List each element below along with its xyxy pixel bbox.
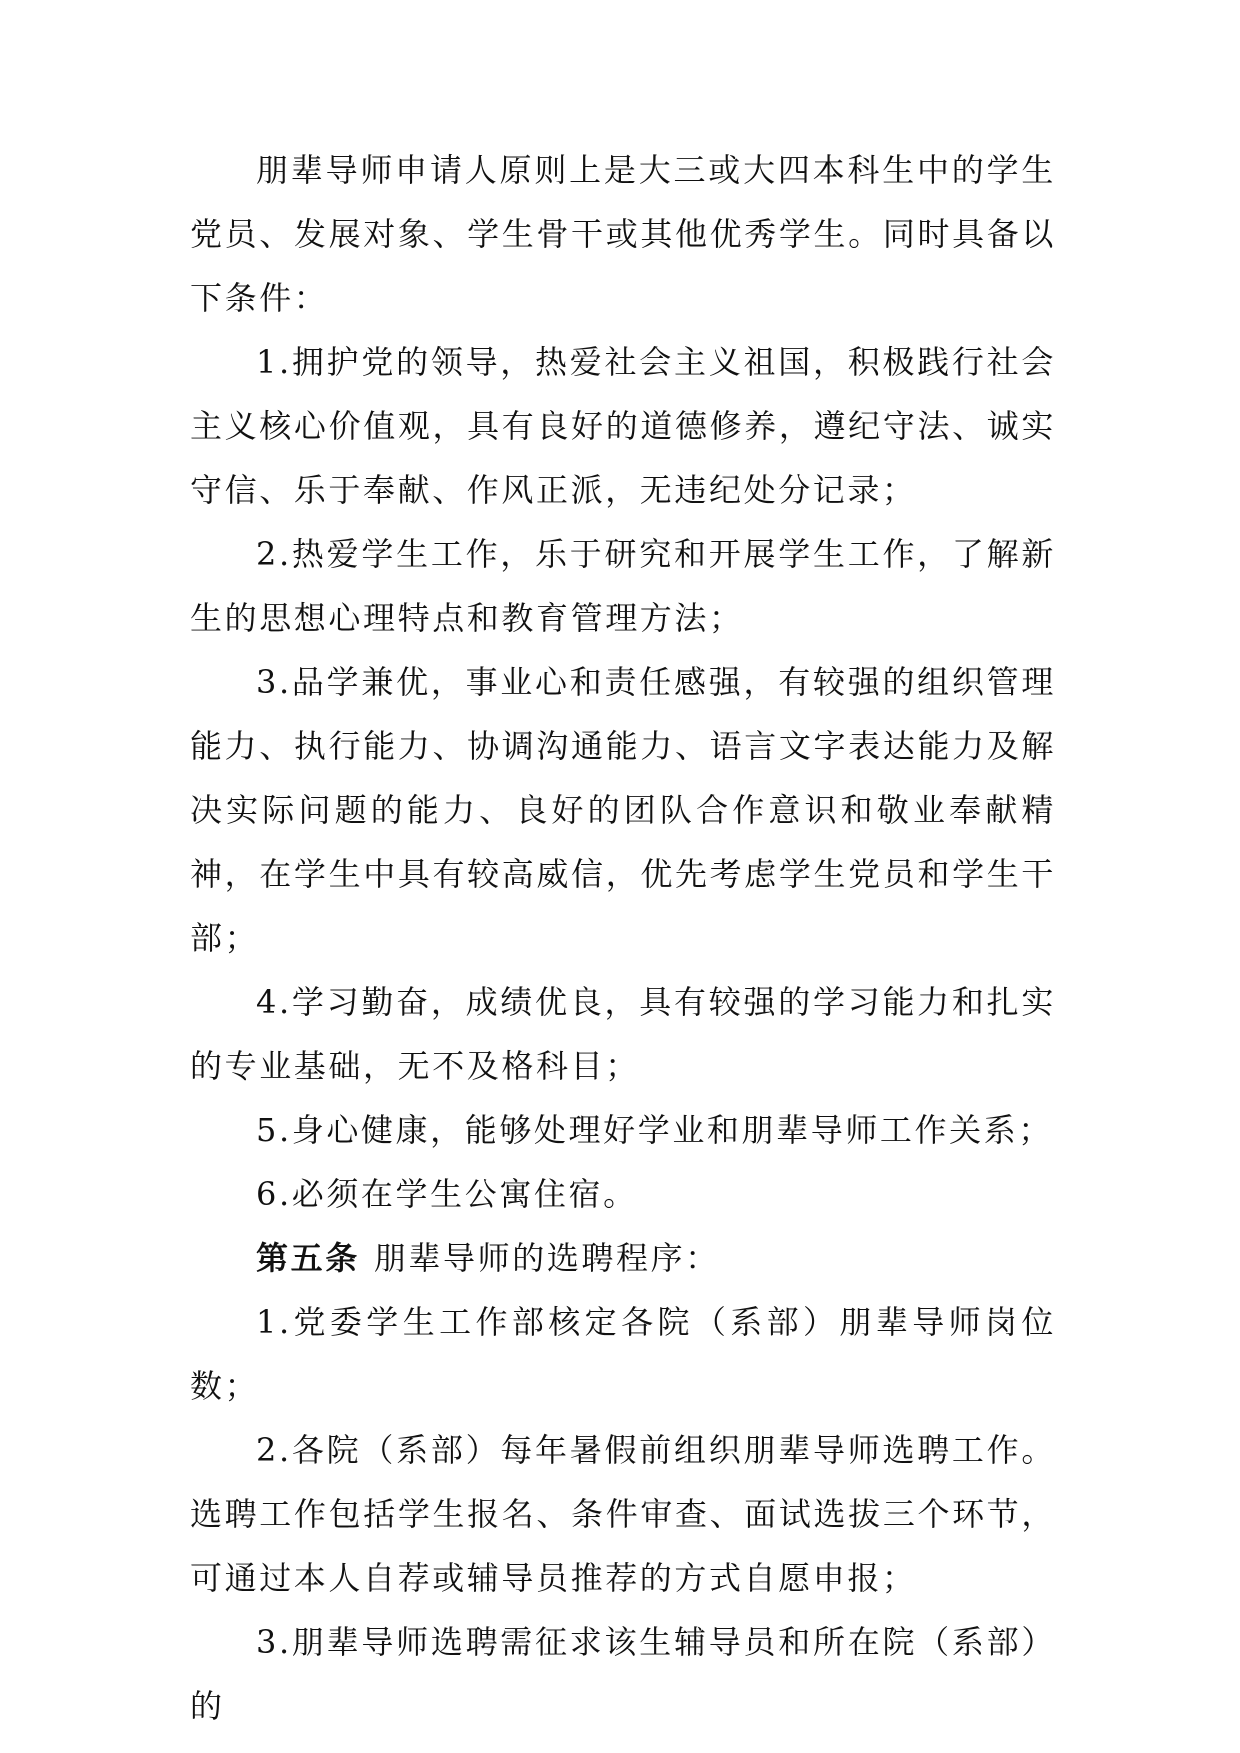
condition-item: 5.身心健康，能够处理好学业和朋辈导师工作关系； xyxy=(256,1111,1053,1149)
condition-item: 6.必须在学生公寓住宿。 xyxy=(256,1175,638,1213)
procedure-step: 1.党委学生工作部核定各院（系部）朋辈导师岗位数； xyxy=(190,1303,1056,1405)
article-5-heading xyxy=(190,1226,1056,1290)
article-title: 朋辈导师的选聘程序： xyxy=(373,1239,720,1277)
procedure-step: 2.各院（系部）每年暑假前组织朋辈导师选聘工作。选聘工作包括学生报名、条件审查、面试选拔三个环节，可通过本人自荐或辅导员推荐的方式自愿申报； xyxy=(190,1431,1056,1597)
article-label: 第五条 xyxy=(256,1239,360,1277)
condition-item: 4.学习勤奋，成绩优良，具有较强的学习能力和扎实的专业基础，无不及格科目； xyxy=(190,983,1056,1085)
condition-item: 2.热爱学生工作，乐于研究和开展学生工作，了解新生的思想心理特点和教育管理方法； xyxy=(190,535,1056,637)
document-body xyxy=(190,138,1056,1738)
intro-paragraph: 朋辈导师申请人原则上是大三或大四本科生中的学生党员、发展对象、学生骨干或其他优秀学生。同时具备以下条件： xyxy=(190,151,1056,317)
condition-item: 1.拥护党的领导，热爱社会主义祖国，积极践行社会主义核心价值观，具有良好的道德修养，遵纪守法、诚实守信、乐于奉献、作风正派，无违纪处分记录； xyxy=(190,343,1056,509)
procedure-step: 3.朋辈导师选聘需征求该生辅导员和所在院（系部）的 xyxy=(190,1623,1056,1725)
condition-item: 3.品学兼优，事业心和责任感强，有较强的组织管理能力、执行能力、协调沟通能力、语言文字表达能力及解决实际问题的能力、良好的团队合作意识和敬业奉献精神，在学生中具有较高威信，优先考虑学生党员和学生干部； xyxy=(190,663,1056,957)
